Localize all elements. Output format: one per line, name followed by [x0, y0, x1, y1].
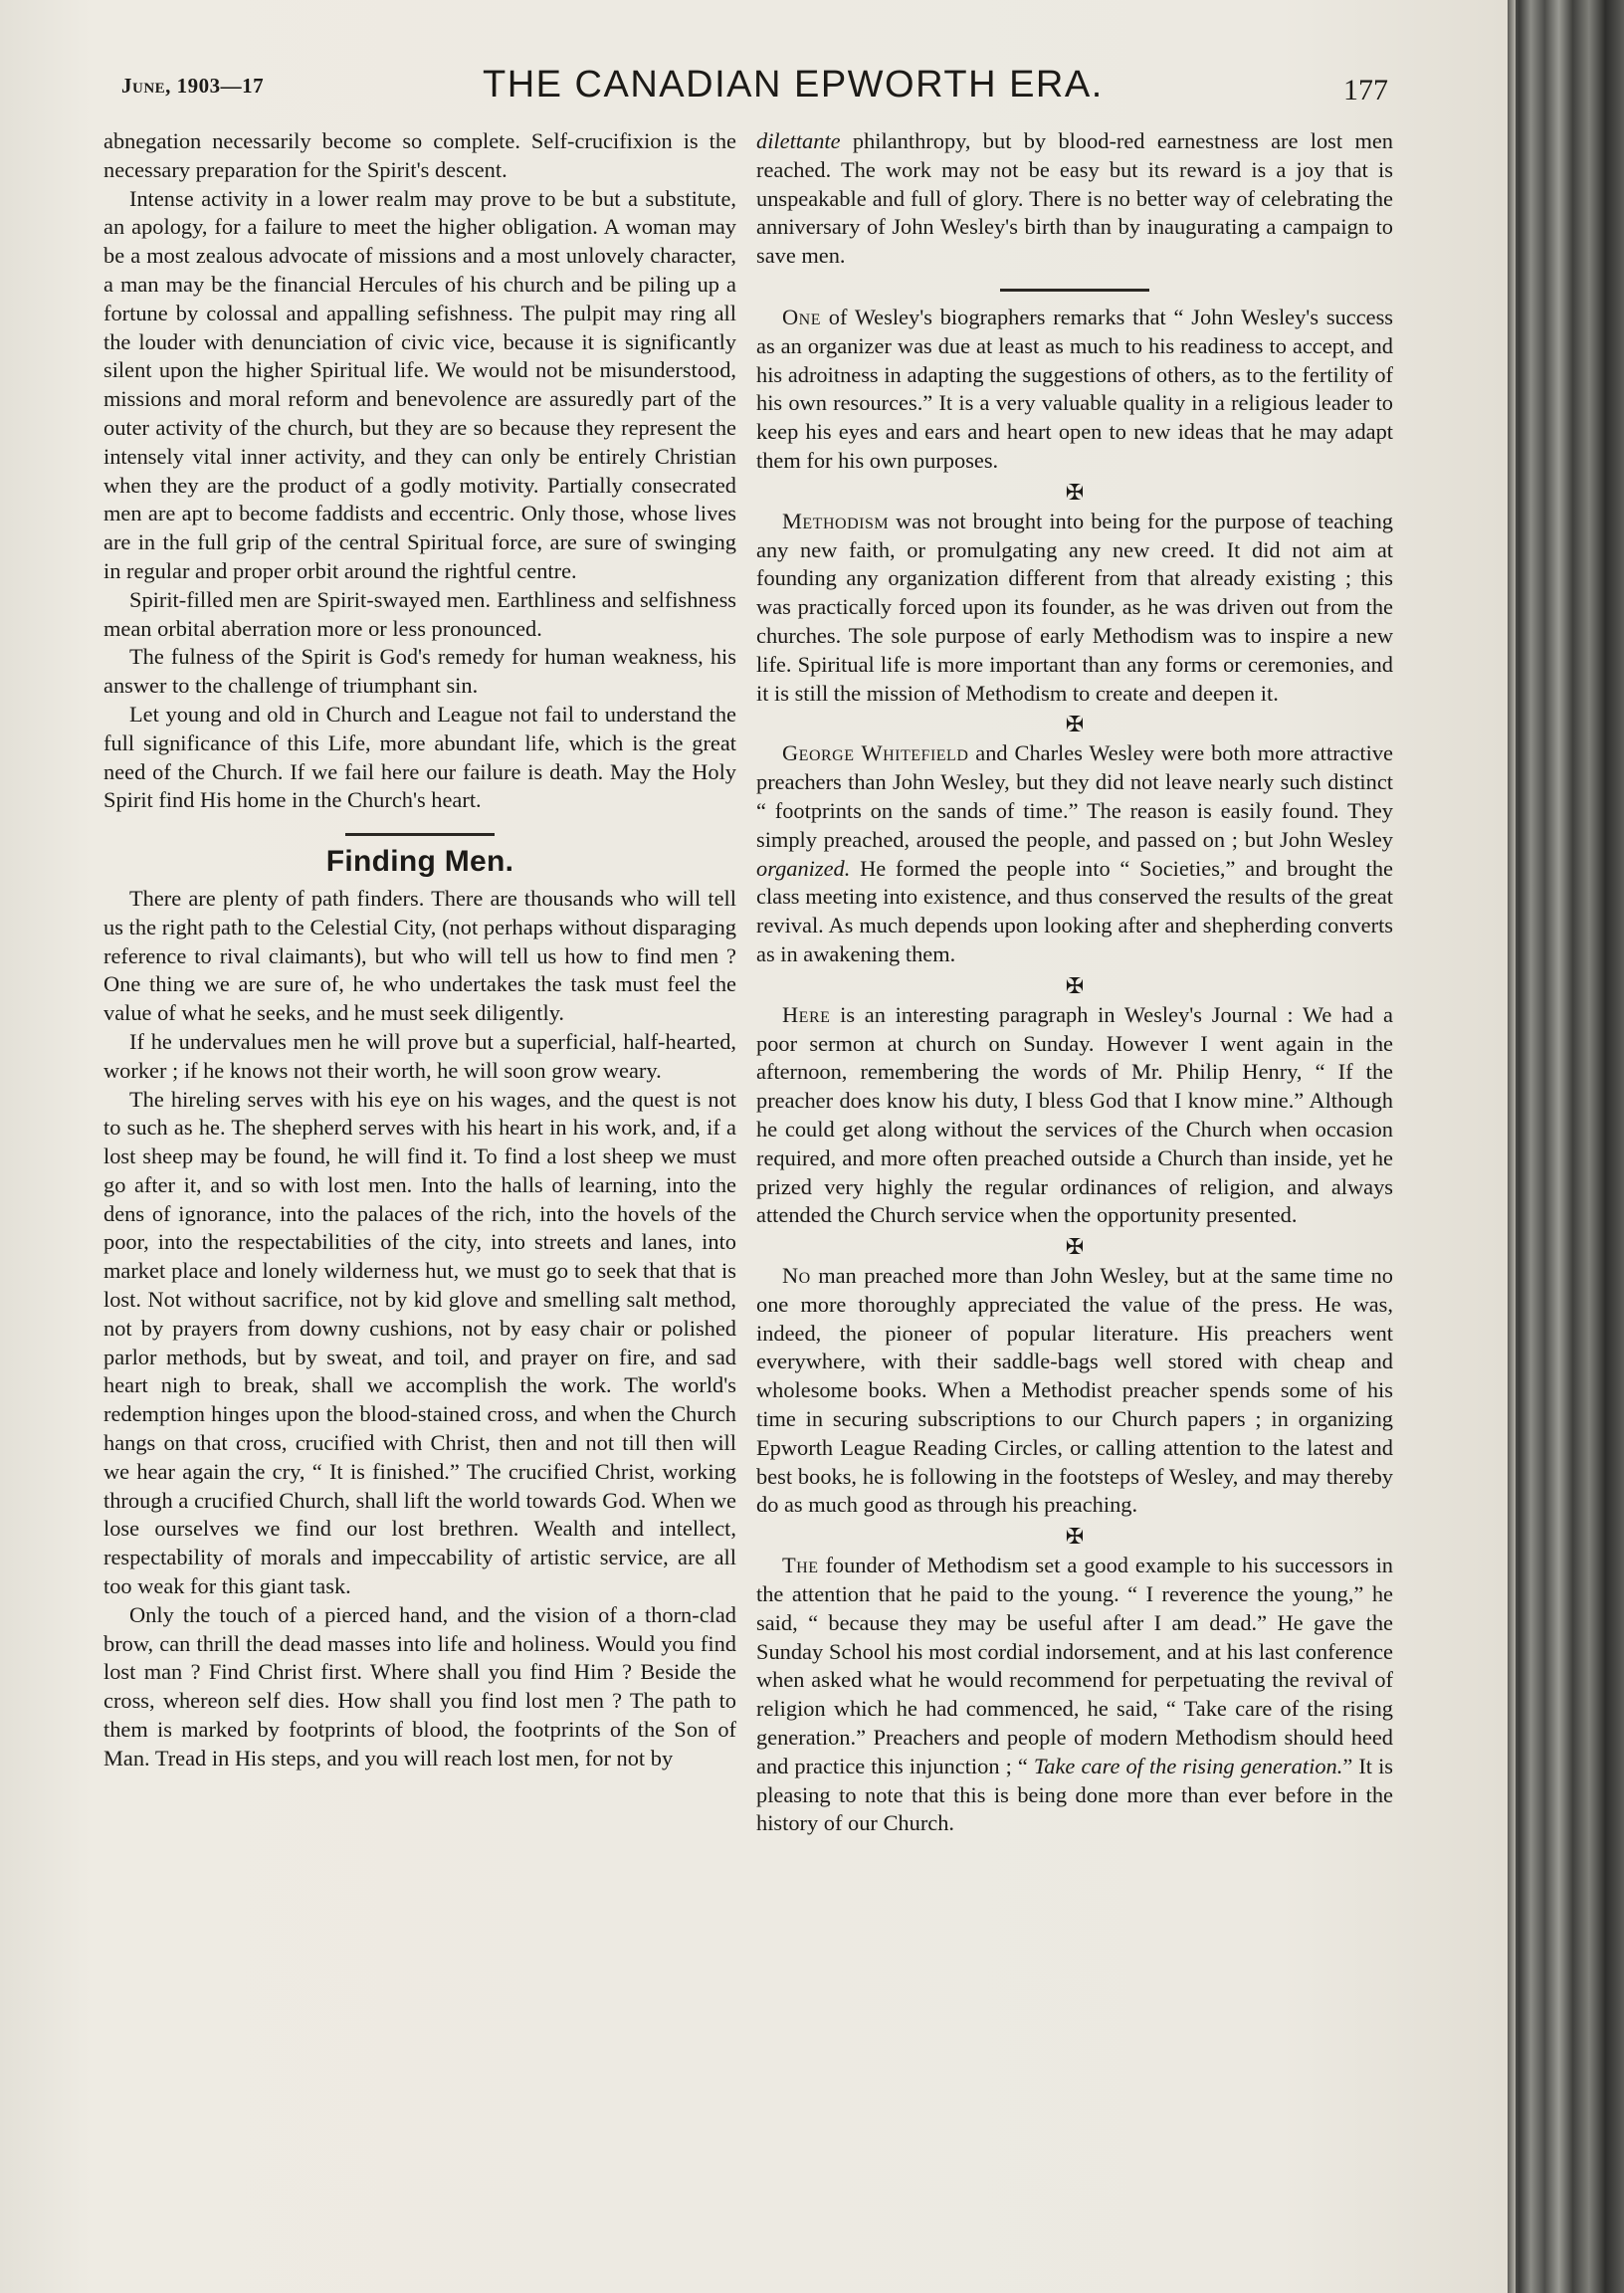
- paragraph-text: is an interesting paragraph in Wesley's Journal : We had a poor sermon at church on Sunday. However I went again in the afternoon, remembering the words of Mr. Philip Henry, “ If the preacher does know his duty, I bless God that I know mine.” Although he could get along without the services of the Church when occasion required, and more often preached outside a Church than inside, yet he prized very highly the regular ordinances of religion, and always attended the Church service when the opportunity presented.: [756, 1001, 1393, 1228]
- publication-title: THE CANADIAN EPWORTH ERA.: [483, 64, 1104, 105]
- paragraph: Only the touch of a pierced hand, and the vision of a thorn-clad brow, can thrill the dead masses into life and holiness. Would you find lost man ? Find Christ first. Where shall you find Him ? Beside the cross, whereon self dies. How shall you find lost men ? The path to them is marked by footprints of blood, the footprints of the Son of Man. Tread in His steps, and you will reach lost men, for not by: [103, 1601, 736, 1771]
- paragraph-text: man preached more than John Wesley, but at the same time no one more thoroughly appreciated the value of the press. He was, indeed, the pioneer of popular literature. His preachers went everywhere, with their saddle-bags well stored with cheap and wholesome books. When a Methodist preacher spends some of his time in securing subscriptions to our Church papers ; in organizing Epworth League Reading Circles, or calling attention to the latest and best books, he is following in the footsteps of Wesley, and may thereby do as much good as through his preaching.: [756, 1263, 1393, 1518]
- section-divider: [1000, 289, 1149, 292]
- section-title: Finding Men.: [325, 845, 514, 879]
- left-column: [103, 127, 736, 1773]
- running-header: [0, 0, 1508, 129]
- cross-ornament-icon: ✠: [1065, 1524, 1085, 1550]
- paragraph-text: ” It is pleasing to note that this is being done more than ever before in the history of our Church.: [756, 1753, 1393, 1836]
- lead-word: One: [782, 304, 821, 329]
- lead-word: The: [782, 1553, 819, 1578]
- paragraph: [756, 127, 1393, 271]
- paragraph: Let young and old in Church and League not fail to understand the full significance of this Life, more abundant life, which is the great need of the Church. If we fail here our failure is death. May the Holy Spirit find His home in the Church's heart.: [103, 701, 736, 813]
- page-edge: [1508, 0, 1516, 2293]
- paragraph: [756, 304, 1393, 476]
- right-column: [756, 127, 1393, 1838]
- italic-word: dilettante: [756, 128, 841, 153]
- paragraph: Spirit-filled men are Spirit-swayed men. Earthliness and selfishness mean orbital aberration more or less pronounced.: [103, 586, 736, 641]
- cross-ornament-icon: ✠: [1065, 972, 1085, 998]
- lead-word: George Whitefield: [782, 740, 969, 766]
- paragraph: Intense activity in a lower realm may prove to be but a substitute, an apology, for a failure to meet the higher obligation. A woman may be a most zealous advocate of missions and a most unlovely character, a man may be the financial Hercules of his church and be piling up a fortune by colossal and appalling sefishness. The pulpit may ring all the louder with denunciation of civic vice, because it is significantly silent upon the higher Spiritual life. We would not be misunderstood, missions and moral reform and benevolence are assuredly part of the outer activity of the church, but they are so because they represent the intensely vital inner activity, and they can only be entirely Christian when they are the product of a godly motivity. Partially consecrated men are apt to become faddists and eccentric. Only those, whose lives are in the full grip of the central Spiritual force, are sure of swinging in regular and proper orbit around the rightful centre.: [103, 185, 736, 583]
- paragraph-text: philanthropy, but by blood-red earnestness are lost men reached. The work may not be easy but its reward is a joy that is unspeakable and full of glory. There is no better way of celebrating the anniversary of John Wesley's birth than by inaugurating a campaign to save men.: [756, 128, 1393, 269]
- paragraph: [756, 1552, 1393, 1838]
- paragraph: There are plenty of path finders. There are thousands who will tell us the right path to the Celestial City, (not perhaps without disparaging reference to rival claimants), but who will tell us how to find men ? One thing we are sure of, he who undertakes the task must feel the value of what he seeks, and he must seek diligently.: [103, 885, 736, 1026]
- section-divider: [345, 833, 495, 836]
- paragraph: [756, 1262, 1393, 1520]
- italic-phrase: Take care of the rising generation.: [1033, 1753, 1343, 1778]
- paragraph-text: founder of Methodism set a good example to his successors in the attention that he paid to the young. “ I reverence the young,” he said, “ because they may be useful after I am dead.” He gave the Sunday School his most cordial indorsement, and at his last conference when asked what he would recommend for perpetuating the revival of religion which he had commenced, he said, “ Take care of the rising generation.” Preachers and people of modern Methodism should heed and practice this injunction ; “: [756, 1553, 1393, 1778]
- paragraph-text: and Charles Wesley were both more attractive preachers than John Wesley, but they did not leave nearly such distinct “ footprints on the sands of time.” The reason is easily found. They simply preached, aroused the people, and passed on ; but John Wesley: [756, 740, 1393, 852]
- paragraph-text: He formed the people into “ Societies,” and brought the class meeting into existence, and thus conserved the results of the great revival. As much depends upon looking after and shepherding converts as in awakening them.: [756, 855, 1393, 966]
- paragraph: [756, 1001, 1393, 1230]
- book-spine: [1508, 0, 1624, 2293]
- italic-word: organized.: [756, 855, 851, 881]
- paragraph: The fulness of the Spirit is God's remedy for human weakness, his answer to the challenge of triumphant sin.: [103, 644, 736, 699]
- cross-ornament-icon: ✠: [1065, 712, 1085, 737]
- lead-word: No: [782, 1263, 811, 1289]
- cross-ornament-icon: ✠: [1065, 479, 1085, 505]
- issue-date: June, 1903—17: [121, 74, 265, 98]
- paragraph: The hireling serves with his eye on his wages, and the quest is not to such as he. The shepherd serves with his heart in his work, and, if a lost sheep may be found, he will find it. To find a lost sheep we must go after it, and so with lost men. Into the halls of learning, into the dens of ignorance, into the palaces of the rich, into the hovels of the poor, into the respectabilities of the city, into streets and lanes, into market place and lonely wilderness hut, we must go to seek that that is lost. Not without sacrifice, not by kid glove and smelling salt method, not by prayers from downy cushions, not by easy chair or polished parlor methods, but by sweat, and toil, and prayer on fire, and sad heart nigh to break, shall we accomplish the work. The world's redemption hinges upon the blood-stained cross, and when the Church hangs on that cross, crucified with Christ, then and not till then will we hear again the cry, “ It is finished.” The crucified Christ, working through a crucified Church, shall lift the world towards God. When we lose ourselves we find our lost brethren. Wealth and intellect, respectability of morals and impeccability of artistic service, are all too weak for this giant task.: [103, 1086, 736, 1599]
- lead-word: Methodism: [782, 508, 890, 533]
- cross-ornament-icon: ✠: [1065, 1234, 1085, 1260]
- paragraph-text: was not brought into being for the purpose of teaching any new faith, or promulgating any new creed. It did not aim at founding any organization different from that already existing ; this was practically forced upon its founder, as he was driven out from the churches. The sole purpose of early Methodism was to inspire a new life. Spiritual life is more important than any forms or ceremonies, and it is still the mission of Methodism to create and deepen it.: [756, 508, 1393, 706]
- paragraph: abnegation necessarily become so complete. Self-crucifixion is the necessary preparation for the Spirit's descent.: [103, 128, 736, 182]
- paragraph: If he undervalues men he will prove but a superficial, half-hearted, worker ; if he knows not their worth, he will soon grow weary.: [103, 1028, 736, 1083]
- lead-word: Here: [782, 1001, 831, 1027]
- page-number: 177: [1343, 74, 1388, 106]
- paragraph-text: of Wesley's biographers remarks that “ John Wesley's success as an organizer was due at least as much to his readiness to accept, and his adroitness in adapting the suggestions of others, as to the fertility of his own resources.” It is a very valuable quality in a religious leader to keep his eyes and ears and heart open to new ideas that he may adapt them for his own purposes.: [756, 304, 1393, 473]
- paragraph: [756, 739, 1393, 968]
- paragraph: [756, 508, 1393, 709]
